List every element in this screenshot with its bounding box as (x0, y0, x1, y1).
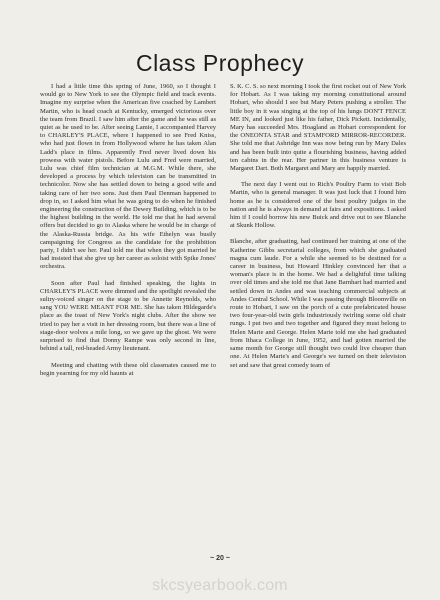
page-number: ~ 20 ~ (210, 555, 230, 562)
paragraph: S. K. C. S. so next morning I took the first rocket out of New York for Hobart. As I was taking my morning constitutional around Hobart, who should I see but Mary Peters pushing a stroller. The little boy in it was singing at the top of his lungs DON'T FENCE ME IN, and looked just like his father, Dick Pickett. Incidentally, Mary has succeeded Mrs. Hoagland as Hobart correspondent for the ONEONTA STAR and STAMFORD MIRROR-RECORDER. She told me that Ashridge Inn was now being run by Mary Dales and has been built into quite a flourishing business, having added ten cabins in the rear. Her partner in this business venture is Margaret Dart. Both Margaret and Mary are happily married. (230, 83, 406, 173)
right-column (230, 83, 406, 378)
page-title: Class Prophecy (135, 50, 305, 76)
site-watermark: skcsyearbook.com (152, 577, 288, 594)
paragraph: Soon after Paul had finished speaking, the lights in CHARLEY'S PLACE were dimmed and the spotlight revealed the sultry-voiced singer on the stage to be Annette Reynolds, who sang YOU WERE MEANT FOR ME. She has taken Hildegarde's place as the toast of New York's night clubs. After the show we tried to pay her a visit in her dressing room, but there was a line of stage-door wolves a mile long, so we gave up the ghost. We were surprised to find that Donny Rampe was only second in line, behind a tall, red-headed Army lieutenant. (40, 279, 216, 353)
left-column (40, 83, 216, 386)
paragraph: Blanche, after graduating, had continued her training at one of the Katherine Gibbs secretarial colleges, from which she graduated magna cum laude. For a while she seemed to be destined for a career in business, but Howard Hinkley convinced her that a woman's place is in the home. We had a delightful time talking over old times and she told me that Jane Barnhart had married and settled down in Andes and was teaching commercial subjects at Andes Central School. While I was passing through Bloomville on route to Hobart, I saw on the porch of a cute prefabricated house two four-year-old twin girls industriously twirling some old chair rungs. I put two and two together and figured they must belong to Helen Marie and George. Helen Marie told me she had graduated from Ithaca College in June, 1952, and had gotten married the same month for George still thought two could live cheaper than one. At Helen Marie's and George's we turned on their television set and saw that great comedy team of (230, 238, 406, 369)
paragraph: The next day I went out to Rich's Poultry Farm to visit Bob Martin, who is general manager. It was just luck that I found him home as he is considered one of the best poultry judges in the nation and he is always in demand at fairs and expositions. I asked him if I could borrow his new Buick and drive out to see Blanche at Skunk Hollow. (230, 181, 406, 230)
paragraph: Meeting and chatting with these old classmates caused me to begin yearning for my old haunts at (40, 361, 216, 377)
paragraph: I had a little time this spring of June, 1960, so I thought I would go to New York to see the Olympic field and track events. Imagine my surprise when the American five coached by Lambert Martin, who is head coach at Kentucky, emerged victorious over the team from Brazil. I saw him after the game and he was still as quiet as he used to be. After seeing Lamie, I accompanied Harvey to CHARLEY'S PLACE, where I happened to see Fred Kniss, who had just flown in from Hollywood where he has taken Alan Ladd's place in films. Apparently Fred never lived down his prowess with water pistols. Before Lulu and Fred were married, Lulu was chief film technician at M.G.M. While there, she developed a process by which television can be transmitted in technicolor. Now she has settled down to being a good wife and taking care of her two sons. Just then Paul Denman happened to drop in, so I asked him what he was going to do when he finished engineering the construction of the Dewey Building, which is to be the highest building in the world. He told me that he had several offers but decided to go to Alaska where he would be in charge of the Alaska-Russia bridge. As his wife Ethelyn was busily campaigning for Congress as the candidate for the prohibition party, I didn't see her. Paul told me that when they got married he had insisted that she give up her career as soloist with Spike Jones' orchestra. (40, 83, 216, 271)
